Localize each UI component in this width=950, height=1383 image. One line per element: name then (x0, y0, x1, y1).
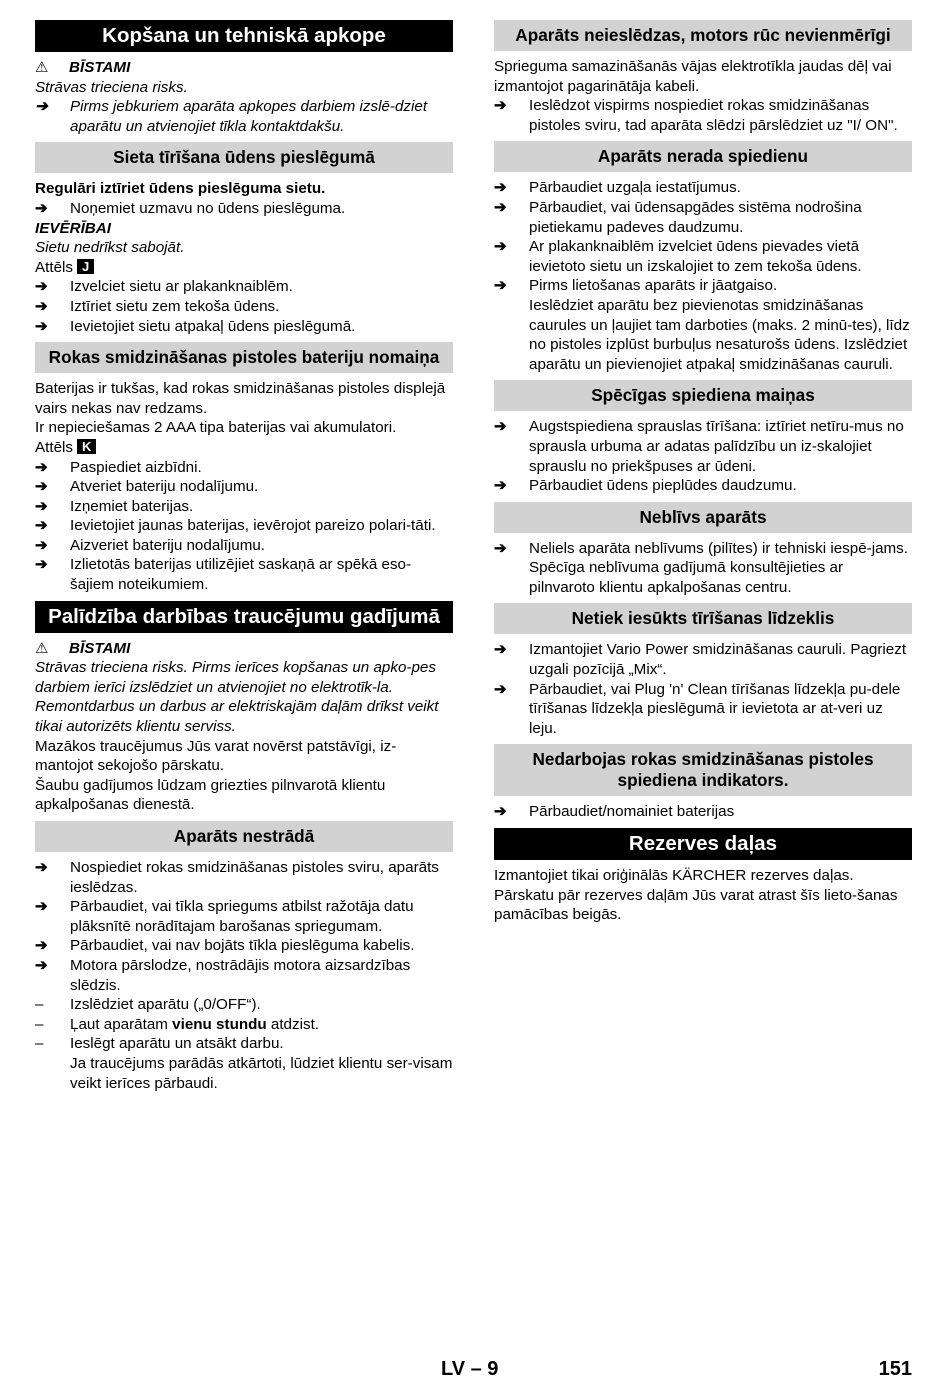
list-item: ➔ Ievietojiet jaunas baterijas, ievērojot pareizo polari-tāti. (35, 517, 436, 535)
list-item: ➔ Nospiediet rokas smidzināšanas pistoles sviru, aparāts ieslēdzas. (35, 859, 439, 896)
list-item: ➔ Ievietojiet sietu atpakaļ ūdens pieslēgumā. (35, 317, 356, 335)
section-title-palidziba: Palīdzība darbības traucējumu gadījumā (35, 601, 453, 633)
arrow-right-icon: ➔ (494, 277, 507, 295)
section-title-specigas: Spēcīgas spiediena maiņas (494, 380, 912, 411)
arrow-right-icon: ➔ (35, 458, 48, 476)
list-item: ➔ Pārbaudiet uzgaļa iestatījumus. (494, 179, 741, 197)
section-title-neiesledzas: Aparāts neieslēdzas, motors rūc nevienmērīgi (494, 20, 912, 51)
arrow-right-icon: ➔ (35, 859, 48, 876)
footer-language-page: LV – 9 (441, 1358, 499, 1380)
dash-item: – Ļaut aparātam vienu stundu atdzist. (35, 1015, 320, 1033)
italic-paragraph: Remontdarbus un darbus ar elektriskajām daļām drīkst veikt tikai autorizēts klientu serviss. (35, 698, 439, 736)
arrow-right-icon: ➔ (494, 477, 507, 495)
list-item: ➔ Pārbaudiet, vai ūdensapgādes sistēma nodrošina pietiekamu padeves daudzumu. (494, 198, 862, 236)
list-item: ➔ Pārbaudiet, vai Plug 'n' Clean tīrīšanas līdzekļa pu-dele tīrīšanas līdzekļa pieslēgumā ir ievietota ar at-veri uz leju. (494, 680, 901, 737)
paragraph: Šaubu gadījumos lūdzam griezties pilnvarotā klientu apkalpošanas dienestā. (35, 776, 386, 814)
dash-item: – Ieslēgt aparātu un atsākt darbu. (35, 1035, 284, 1053)
paragraph: Sprieguma samazināšanās vājas elektrotīkla jaudas dēļ vai izmantojot pagarinātāja kabeli. (494, 58, 892, 95)
list-item: ➔ Ieslēdzot vispirms nospiediet rokas smidzināšanas pistoles sviru, tad aparāta slēdzi pārslēdziet uz "I/ ON". (494, 97, 898, 134)
italic-paragraph: Strāvas trieciena risks. Pirms ierīces kopšanas un apko-pes darbiem ierīci izslēdziet un atvienojiet no elektrotīk-la. (35, 659, 436, 696)
paragraph: Ir nepieciešamas 2 AAA tipa baterijas vai akumulatori. (35, 419, 397, 437)
arrow-right-icon: ➔ (494, 198, 507, 216)
section-title-indikators: Nedarbojas rokas smidzināšanas pistoles spiediena indikators. (494, 744, 912, 796)
figure-ref: Attēls J (35, 258, 453, 278)
notice-label: IEVĒRĪBAI (35, 219, 111, 237)
arrow-right-icon: ➔ (35, 898, 48, 916)
figure-ref: Attēls K (35, 438, 453, 458)
arrow-right-icon: ➔ (35, 536, 48, 554)
risk-text: Strāvas trieciena risks. (35, 78, 188, 96)
list-item: ➔ Pirms jebkuriem aparāta apkopes darbiem izslē-dziet aparātu un atvienojiet tīkla kontaktdakšu. (35, 98, 428, 135)
paragraph: Mazākos traucējumus Jūs varat novērst patstāvīgi, iz-mantojot sekojošo pārskatu. (35, 737, 397, 775)
arrow-right-icon: ➔ (35, 556, 48, 574)
arrow-right-icon: ➔ (494, 418, 507, 436)
paragraph: Baterijas ir tukšas, kad rokas smidzināšanas pistoles displejā vairs nekas nav redzams. (35, 380, 446, 417)
list-item: ➔ Pārbaudiet, vai tīkla spriegums atbilst ražotāja datu plāksnītē norādītajam barošanas spriegumam. (35, 898, 414, 935)
arrow-right-icon: ➔ (35, 278, 48, 296)
arrow-right-icon: ➔ (35, 497, 48, 515)
list-item: ➔ Augstspiediena sprauslas tīrīšana: iztīriet netīru-mus no sprausla urbuma ar adatas palīdzību un iz-skalojiet sprauslu no priekšpuses ar ūdeni. (494, 418, 904, 475)
list-item: ➔ Noņemiet uzmavu no ūdens pieslēguma. (35, 199, 346, 217)
list-item: ➔ Ar plakanknaiblēm izvelciet ūdens pievades vietā ievietoto sietu un izskalojiet to zem tekoša ūdens. (494, 238, 862, 275)
warning-triangle-icon: ⚠ (35, 59, 49, 76)
continuation-text: Ieslēdziet aparātu bez pievienotas smidzināšanas caurules un ļaujiet tam darboties (maks. 2 minū-tes), līdz no pistoles izplūst burbuļus nesaturošs ūdens. Izslēdziet aparātu un pievienojiet atpakaļ smidzināšanas cauruli. (529, 296, 910, 373)
arrow-right-icon: ➔ (494, 238, 507, 256)
figure-letter-badge: J (77, 259, 94, 274)
section-title-netiek: Netiek iesūkts tīrīšanas līdzeklis (494, 603, 912, 634)
list-item: ➔ Neliels aparāta neblīvums (pilītes) ir tehniski iespē-jams. Spēcīga neblīvuma gadījumā konsultējieties ar pilnvaroto klientu apkalpošanas centru. (494, 539, 908, 596)
arrow-right-icon: ➔ (35, 956, 48, 974)
arrow-right-icon: ➔ (35, 937, 48, 955)
arrow-right-icon: ➔ (494, 680, 507, 698)
dash-item: – Izslēdziet aparātu („0/OFF“). (35, 996, 261, 1014)
section-title-sieta: Sieta tīrīšana ūdens pieslēgumā (35, 142, 453, 173)
arrow-right-icon: ➔ (494, 97, 507, 115)
list-item: ➔ Izmantojiet Vario Power smidzināšanas cauruli. Pagriezt uzgali pozīcijā „Mix“. (494, 641, 907, 679)
list-item: ➔ Izvelciet sietu ar plakanknaiblēm. (35, 278, 293, 296)
list-item: ➔ Pirms lietošanas aparāts ir jāatgaiso. (494, 277, 778, 295)
arrow-right-icon: ➔ (494, 803, 507, 821)
arrow-right-icon: ➔ (35, 517, 48, 535)
arrow-right-icon: ➔ (494, 539, 507, 557)
arrow-right-icon: ➔ (35, 317, 48, 335)
arrow-right-icon: ➔ (494, 641, 507, 659)
list-item: ➔ Pārbaudiet ūdens pieplūdes daudzumu. (494, 477, 797, 495)
arrow-right-icon: ➔ (494, 179, 507, 197)
list-item: ➔ Pārbaudiet, vai nav bojāts tīkla pieslēguma kabelis. (35, 937, 415, 955)
arrow-right-icon: ➔ (35, 478, 48, 496)
right-column (494, 20, 912, 925)
figure-letter-badge: K (77, 439, 96, 454)
list-item: ➔ Paspiediet aizbīdni. (35, 458, 202, 476)
notice-text: Sietu nedrīkst sabojāt. (35, 239, 185, 257)
danger-warning: ⚠ BĪSTAMI (35, 59, 131, 76)
list-item: ➔ Motora pārslodze, nostrādājis motora aizsardzības slēdzis. (35, 956, 411, 994)
section-title-nerada: Aparāts nerada spiedienu (494, 141, 912, 172)
list-item: ➔ Iztīriet sietu zem tekoša ūdens. (35, 297, 280, 315)
footer-page-number: 151 (878, 1358, 912, 1380)
list-item: ➔ Aizveriet bateriju nodalījumu. (35, 536, 266, 554)
section-title-kopsana: Kopšana un tehniskā apkope (35, 20, 453, 52)
list-item: ➔ Izlietotās baterijas utilizējiet saskaņā ar spēkā eso-šajiem noteikumiem. (35, 556, 412, 594)
list-item: ➔ Izņemiet baterijas. (35, 497, 194, 515)
arrow-right-icon: ➔ (35, 199, 48, 217)
section-title-neblivs: Neblīvs aparāts (494, 502, 912, 533)
danger-warning: ⚠ BĪSTAMI (35, 639, 131, 657)
warning-triangle-icon: ⚠ (35, 639, 49, 657)
left-column (35, 20, 453, 1093)
arrow-right-icon: ➔ (35, 297, 48, 315)
list-item: ➔ Pārbaudiet/nomainiet baterijas (494, 803, 735, 821)
instruction-bold: Regulāri iztīriet ūdens pieslēguma sietu. (35, 180, 326, 198)
section-title-rezerves: Rezerves daļas (494, 828, 912, 860)
arrow-right-icon: ➔ (35, 98, 48, 116)
paragraph: Izmantojiet tikai oriģinālās KÄRCHER rezerves daļas. Pārskatu pār rezerves daļām Jūs varat atrast šīs lieto-šanas pamācības beigās. (494, 867, 898, 924)
section-title-baterijas: Rokas smidzināšanas pistoles bateriju nomaiņa (35, 342, 453, 373)
continuation-text: Ja traucējums parādās atkārtoti, lūdziet klientu ser-visam veikt ierīces pārbaudi. (70, 1054, 453, 1092)
section-title-nestrada: Aparāts nestrādā (35, 821, 453, 852)
list-item: ➔ Atveriet bateriju nodalījumu. (35, 478, 259, 496)
